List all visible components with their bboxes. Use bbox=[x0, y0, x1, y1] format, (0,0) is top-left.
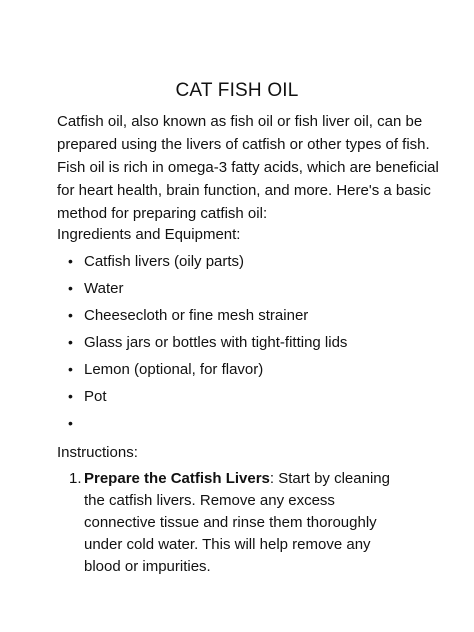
step-text: : Start by cleaning the catfish livers. Remove any excess connective tissue and rinse them thoroughly under cold water. This will help remove any blood or impurities. bbox=[84, 470, 390, 575]
instructions-list bbox=[57, 468, 457, 578]
ingredient-text: Glass jars or bottles with tight-fitting lids bbox=[84, 334, 348, 351]
list-item bbox=[57, 412, 457, 439]
ingredients-heading: Ingredients and Equipment: bbox=[57, 226, 241, 243]
bullet-icon: • bbox=[68, 415, 73, 431]
step-body bbox=[84, 468, 394, 578]
list-item bbox=[57, 358, 457, 385]
ingredient-text: Lemon (optional, for flavor) bbox=[84, 361, 264, 378]
ingredient-text: Pot bbox=[84, 388, 107, 405]
document-title: CAT FISH OIL bbox=[175, 80, 299, 101]
list-item bbox=[57, 277, 457, 304]
ingredients-list bbox=[57, 250, 457, 439]
bullet-icon: • bbox=[68, 280, 73, 296]
instructions-heading: Instructions: bbox=[57, 444, 138, 461]
bullet-icon: • bbox=[68, 334, 73, 350]
bullet-icon: • bbox=[68, 388, 73, 404]
list-item bbox=[57, 385, 457, 412]
bullet-icon: • bbox=[68, 361, 73, 377]
bullet-icon: • bbox=[68, 253, 73, 269]
step-number: 1. bbox=[69, 470, 82, 487]
ingredient-text: Water bbox=[84, 280, 124, 297]
bullet-icon: • bbox=[68, 307, 73, 323]
list-item bbox=[57, 250, 457, 277]
ingredient-text: Catfish livers (oily parts) bbox=[84, 253, 245, 270]
list-item bbox=[57, 304, 457, 331]
intro-paragraph: Catfish oil, also known as fish oil or fish liver oil, can be prepared using the livers of catfish or other types of fish. Fish oil is rich in omega-3 fatty acids, which are beneficial for heart health, brain function, and more. Here's a basic method for preparing catfish oil: bbox=[57, 113, 439, 222]
list-item bbox=[57, 468, 457, 578]
list-item bbox=[57, 331, 457, 358]
step-title: Prepare the Catfish Livers bbox=[84, 470, 270, 487]
ingredient-text: Cheesecloth or fine mesh strainer bbox=[84, 307, 309, 324]
